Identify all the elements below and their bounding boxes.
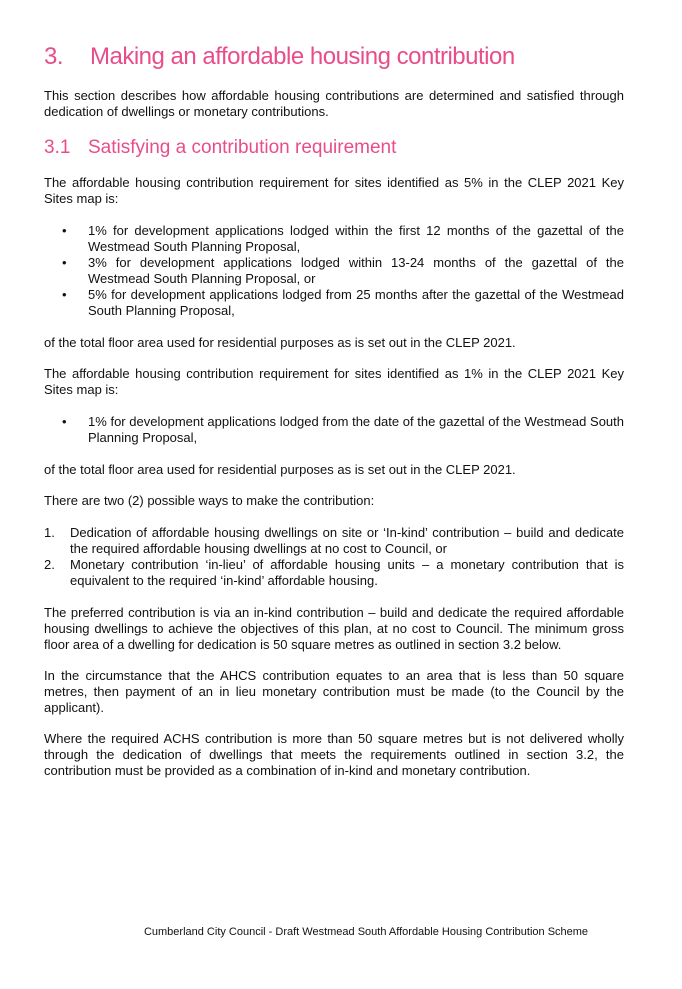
list-item: [44, 557, 624, 589]
contribution-ways-list: [44, 525, 624, 589]
bullet-marker: •: [62, 414, 67, 429]
list-item: [44, 255, 624, 287]
section-title: Making an affordable housing contribution: [90, 43, 515, 70]
page-footer: Cumberland City Council - Draft Westmead South Affordable Housing Contribution Scheme: [143, 926, 589, 938]
list-item: [44, 525, 624, 557]
two-ways-paragraph: There are two (2) possible ways to make the contribution:: [44, 493, 375, 508]
list-item-text: 1% for development applications lodged within the first 12 months of the gazettal of the Westmead South Planning Proposal,: [88, 223, 624, 254]
list-item-text: 5% for development applications lodged from 25 months after the gazettal of the Westmead South Planning Proposal,: [88, 287, 624, 318]
preferred-contribution-paragraph: The preferred contribution is via an in-kind contribution – build and dedicate the required affordable housing dwellings to achieve the objectives of this plan, at no cost to Council. The minimum gross floor area of a dwelling for dedication is 50 square metres as outlined in section 3.2 below.: [44, 605, 624, 652]
requirement-5pct-list: [44, 223, 624, 319]
list-item-text: 3% for development applications lodged within 13-24 months of the gazettal of the Westmead South Planning Proposal, or: [88, 255, 624, 286]
requirement-1pct-paragraph: The affordable housing contribution requirement for sites identified as 1% in the CLEP 2021 Key Sites map is:: [44, 366, 624, 397]
list-item-text: 1% for development applications lodged from the date of the gazettal of the Westmead South Planning Proposal,: [88, 414, 624, 445]
floor-area-paragraph-2: of the total floor area used for residential purposes as is set out in the CLEP 2021.: [44, 462, 516, 477]
list-item: [44, 414, 624, 446]
combination-paragraph: Where the required ACHS contribution is more than 50 square metres but is not delivered wholly through the dedication of dwellings that meets the requirements outlined in section 3.2, the contribution must be provided as a combination of in-kind and monetary contribution.: [44, 731, 624, 778]
section-heading: [44, 42, 624, 72]
floor-area-paragraph-1: of the total floor area used for residential purposes as is set out in the CLEP 2021.: [44, 335, 516, 350]
bullet-marker: •: [62, 255, 67, 270]
page-content: [44, 42, 624, 779]
number-marker: 1.: [44, 525, 55, 540]
bullet-marker: •: [62, 223, 67, 238]
requirement-5pct-paragraph: The affordable housing contribution requirement for sites identified as 5% in the CLEP 2021 Key Sites map is:: [44, 175, 624, 206]
list-item: [44, 223, 624, 255]
subsection-title: Satisfying a contribution requirement: [88, 137, 397, 158]
subsection-number: 3.1: [44, 137, 71, 158]
circumstance-paragraph: In the circumstance that the AHCS contribution equates to an area that is less than 50 square metres, then payment of an in lieu monetary contribution must be made (to the Council by the applicant).: [44, 668, 624, 715]
list-item-text: Dedication of affordable housing dwellings on site or ‘In-kind’ contribution – build and dedicate the required affordable housing dwellings at no cost to Council, or: [70, 525, 624, 556]
section-number: 3.: [44, 43, 64, 70]
section-intro: This section describes how affordable housing contributions are determined and satisfied through dedication of dwellings or monetary contributions.: [44, 88, 624, 119]
subsection-heading: [44, 136, 624, 160]
list-item-text: Monetary contribution ‘in-lieu’ of affordable housing units – a monetary contribution that is equivalent to the required ‘in-kind’ affordable housing.: [70, 557, 624, 588]
requirement-1pct-list: [44, 414, 624, 446]
bullet-marker: •: [62, 287, 67, 302]
number-marker: 2.: [44, 557, 55, 572]
list-item: [44, 287, 624, 319]
